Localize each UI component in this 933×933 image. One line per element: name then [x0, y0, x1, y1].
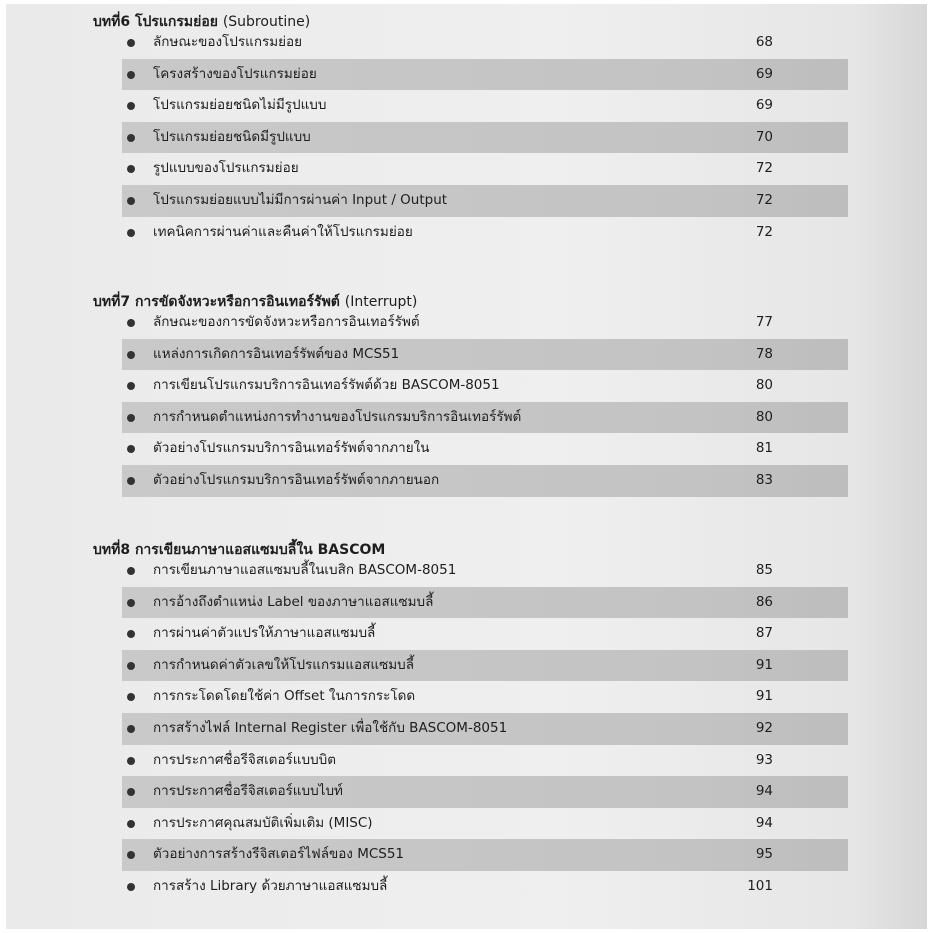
toc-entry: [122, 871, 848, 903]
entry-title: การสร้างไฟล์ Internal Register เพื่อใช้กับ BASCOM-8051: [153, 719, 508, 736]
toc-entry: [122, 90, 848, 122]
toc-entry: [122, 650, 848, 682]
bullet-icon: [127, 71, 135, 79]
bullet-icon: [127, 630, 135, 638]
toc-entry: [122, 59, 848, 91]
toc-entry: [122, 587, 848, 619]
toc-entry: [122, 839, 848, 871]
entry-title: ตัวอย่างการสร้างรีจิสเตอร์ไฟล์ของ MCS51: [153, 846, 405, 863]
entry-page-number: 72: [755, 223, 773, 240]
entry-title: เทคนิคการผ่านค่าและคืนค่าให้โปรแกรมย่อย: [153, 223, 413, 240]
toc-entry: [122, 745, 848, 777]
toc-entry: [122, 27, 848, 59]
entry-title: โปรแกรมย่อยแบบไม่มีการผ่านค่า Input / Output: [153, 191, 448, 208]
bullet-icon: [127, 165, 135, 173]
toc-entry: [122, 402, 848, 434]
entry-title: ลักษณะของการขัดจังหวะหรือการอินเทอร์รัพต์: [153, 314, 420, 330]
entry-title: การเขียนภาษาแอสแซมบลี้ในเบสิก BASCOM-8051: [153, 562, 457, 578]
bullet-icon: [127, 197, 135, 205]
bullet-icon: [127, 445, 135, 453]
bullet-icon: [127, 757, 135, 765]
toc-entry: [122, 618, 848, 650]
entry-page-number: 94: [755, 814, 773, 831]
entry-title: การกำหนดค่าตัวเลขให้โปรแกรมแอสแซมบลี้: [153, 656, 414, 673]
entry-title: โปรแกรมย่อยชนิดไม่มีรูปแบบ: [153, 97, 327, 114]
entry-page-number: 80: [755, 377, 773, 394]
bullet-icon: [127, 351, 135, 359]
toc-entry: [122, 713, 848, 745]
entry-page-number: 86: [755, 593, 773, 610]
entry-page-number: 94: [755, 783, 773, 800]
bullet-icon: [127, 820, 135, 828]
bullet-icon: [127, 414, 135, 422]
entry-title: การประกาศคุณสมบัติเพิ่มเติม (MISC): [153, 814, 373, 831]
bullet-icon: [127, 39, 135, 47]
entry-title: รูปแบบของโปรแกรมย่อย: [153, 160, 299, 177]
bullet-icon: [127, 883, 135, 891]
entry-title: การประกาศชื่อรีจิสเตอร์แบบไบท์: [153, 783, 343, 800]
entry-title: การกระโดดโดยใช้ค่า Offset ในการกระโดด: [153, 688, 416, 705]
entry-title: การสร้าง Library ด้วยภาษาแอสแซมบลี้: [153, 877, 388, 894]
entry-title: การอ้างถึงตำแหน่ง Label ของภาษาแอสแซมบลี้: [153, 593, 434, 610]
bullet-icon: [127, 102, 135, 110]
entry-page-number: 95: [755, 846, 773, 863]
entry-page-number: 101: [747, 877, 773, 894]
toc-entry: [122, 808, 848, 840]
entry-title: การประกาศชื่อรีจิสเตอร์แบบบิต: [153, 751, 336, 768]
toc-entry: [122, 555, 848, 587]
entry-page-number: 85: [755, 562, 773, 578]
entry-page-number: 93: [755, 751, 773, 768]
entry-page-number: 69: [755, 97, 773, 114]
entry-title: แหล่งการเกิดการอินเทอร์รัพต์ของ MCS51: [153, 345, 400, 362]
toc-entry: [122, 185, 848, 217]
entry-page-number: 87: [755, 625, 773, 642]
toc-entry: [122, 681, 848, 713]
bullet-icon: [127, 319, 135, 327]
entry-page-number: 69: [755, 65, 773, 82]
chapter-title: บทที่6 โปรแกรมย่อย: [93, 14, 218, 30]
entry-page-number: 78: [755, 345, 773, 362]
bullet-icon: [127, 567, 135, 575]
entry-page-number: 68: [755, 34, 773, 50]
toc-entry: [122, 370, 848, 402]
chapter-title-en: (Interrupt): [344, 294, 418, 310]
entry-page-number: 72: [755, 160, 773, 177]
bullet-icon: [127, 662, 135, 670]
chapter-title: บทที่8 การเขียนภาษาแอสแซมบลี้ใน BASCOM: [93, 542, 386, 558]
bullet-icon: [127, 229, 135, 237]
toc-list: [122, 27, 848, 248]
bullet-icon: [127, 599, 135, 607]
entry-title: ลักษณะของโปรแกรมย่อย: [153, 34, 303, 50]
toc-entry: [122, 465, 848, 497]
entry-page-number: 81: [755, 440, 773, 457]
entry-title: โครงสร้างของโปรแกรมย่อย: [153, 65, 317, 82]
chapter-title: บทที่7 การขัดจังหวะหรือการอินเทอร์รัพต์: [93, 294, 340, 310]
toc-list: [122, 555, 848, 903]
toc-entry: [122, 217, 848, 249]
entry-title: การเขียนโปรแกรมบริการอินเทอร์รัพต์ด้วย BASCOM-8051: [153, 377, 500, 394]
entry-page-number: 91: [755, 656, 773, 673]
entry-page-number: 91: [755, 688, 773, 705]
bullet-icon: [127, 477, 135, 485]
bullet-icon: [127, 851, 135, 859]
toc-entry: [122, 307, 848, 339]
toc-entry: [122, 776, 848, 808]
bullet-icon: [127, 134, 135, 142]
bullet-icon: [127, 693, 135, 701]
bullet-icon: [127, 382, 135, 390]
bullet-icon: [127, 788, 135, 796]
entry-title: ตัวอย่างโปรแกรมบริการอินเทอร์รัพต์จากภายนอก: [153, 471, 440, 488]
toc-entry: [122, 339, 848, 371]
toc-list: [122, 307, 848, 497]
entry-title: การผ่านค่าตัวแปรให้ภาษาแอสแซมบลี้: [153, 625, 376, 642]
entry-page-number: 92: [755, 719, 773, 736]
entry-page-number: 77: [755, 314, 773, 330]
bullet-icon: [127, 725, 135, 733]
chapter-title-en: (Subroutine): [222, 14, 311, 30]
entry-title: การกำหนดตำแหน่งการทำงานของโปรแกรมบริการอินเทอร์รัพต์: [153, 408, 522, 425]
entry-page-number: 70: [755, 128, 773, 145]
toc-entry: [122, 433, 848, 465]
entry-page-number: 83: [755, 471, 773, 488]
entry-title: ตัวอย่างโปรแกรมบริการอินเทอร์รัพต์จากภายใน: [153, 440, 430, 457]
entry-title: โปรแกรมย่อยชนิดมีรูปแบบ: [153, 128, 311, 145]
toc-entry: [122, 122, 848, 154]
entry-page-number: 72: [755, 191, 773, 208]
entry-page-number: 80: [755, 408, 773, 425]
toc-entry: [122, 153, 848, 185]
